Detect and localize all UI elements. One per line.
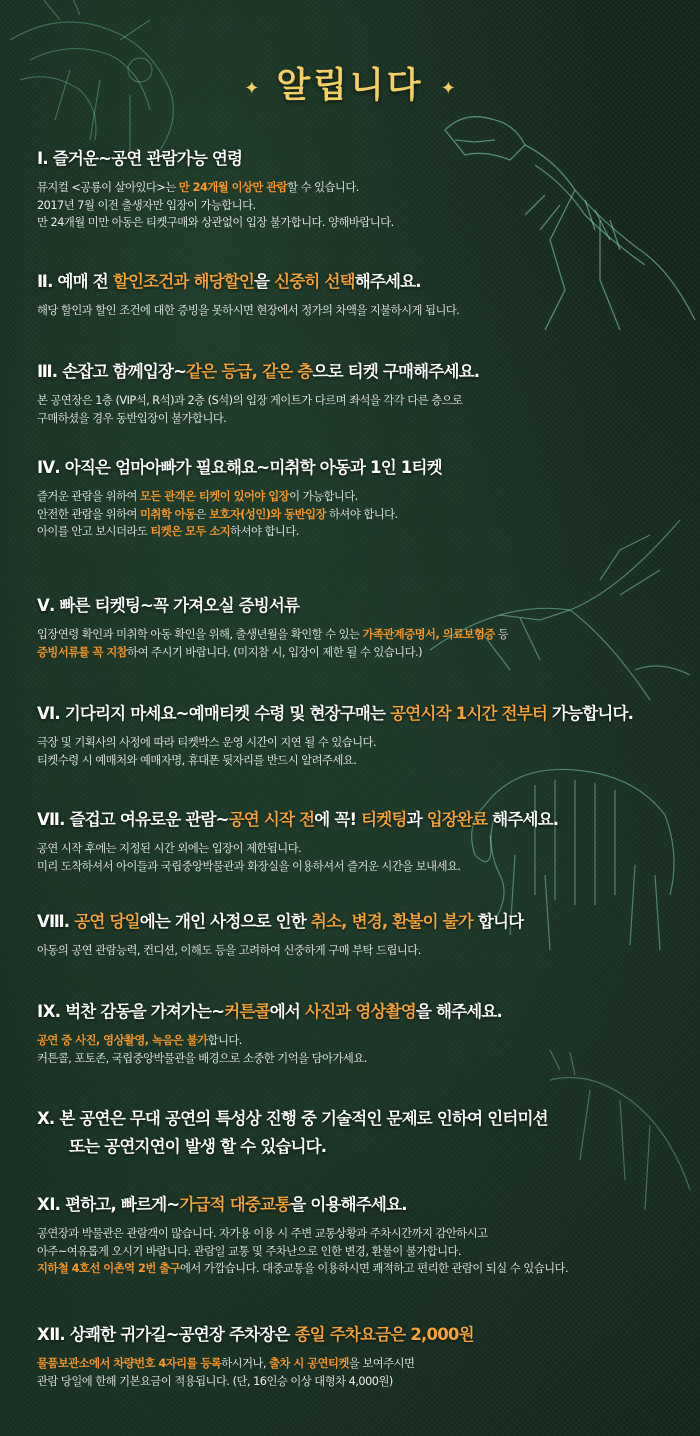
section-body xyxy=(37,942,677,960)
text: 에서 xyxy=(269,1002,305,1021)
text: 합니다. xyxy=(207,1034,242,1047)
text: 관람 당일에 한해 기본요금이 적용됩니다. (단, 16인승 이상 대형차 4,000원) xyxy=(37,1374,393,1388)
highlight-text: 보호자(성인)와 동반입장 xyxy=(209,507,326,521)
text: 하시거나, xyxy=(221,1357,270,1370)
text: 하여 주시기 바랍니다. (미지참 시, 입장이 제한 될 수 있습니다.) xyxy=(127,645,422,659)
section-body xyxy=(37,840,677,875)
left-star-icon: ✦ xyxy=(244,78,260,99)
section-title xyxy=(37,270,677,294)
text: 등 xyxy=(494,628,509,641)
highlight-text: 공연 중 사진, 영상촬영, 녹음은 불가 xyxy=(37,1034,208,1047)
highlight-text: 할인조건과 해당할인 xyxy=(112,272,255,291)
body-line xyxy=(37,523,677,541)
section-title xyxy=(37,456,677,480)
section-number: Ⅶ. xyxy=(37,810,65,829)
notice-section xyxy=(37,270,677,320)
body-line xyxy=(37,1032,677,1050)
section-body xyxy=(37,392,677,427)
text: 에서 가깝습니다. 대중교통을 이용하시면 쾌적하고 편리한 관람이 되실 수 있습니다. xyxy=(180,1262,569,1275)
text: 예매 전 xyxy=(52,272,113,291)
body-line xyxy=(37,942,677,960)
section-body xyxy=(37,734,677,769)
highlight-text: 공연 당일 xyxy=(74,912,140,931)
text: 만 24개월 미만 아동은 티켓구매와 상관없이 입장 불가합니다. 양해바랍니다. xyxy=(37,216,394,229)
text: 즐거운~공연 관람가능 연령 xyxy=(47,149,243,168)
text: 이 가능합니다. xyxy=(289,490,358,503)
text: 미리 도착하셔서 아이들과 국립중앙박물관과 화장실을 이용하셔서 즐거운 시간을 보내세요. xyxy=(37,859,461,873)
text: 합니다 xyxy=(472,912,524,931)
section-title xyxy=(37,808,677,832)
body-line xyxy=(37,752,677,770)
body-line xyxy=(37,644,677,662)
text: 해당 할인과 할인 조건에 대한 증빙을 못하시면 현장에서 정가의 차액을 지불하시게 됩니다. xyxy=(37,304,460,317)
body-line xyxy=(37,214,677,232)
text: 아주~여유롭게 오시기 바랍니다. 관람일 교통 및 주차난으로 인한 변경, 환불이 불가합니다. xyxy=(37,1244,462,1258)
notice-section xyxy=(37,147,677,232)
highlight-text: 지하철 4호선 이촌역 2번 출구 xyxy=(37,1262,180,1275)
text: 커튼콜, 포토존, 국립중앙박물관을 배경으로 소중한 기억을 담아가세요. xyxy=(37,1051,367,1065)
highlight-text: 사진과 영상촬영 xyxy=(304,1002,416,1021)
text: 극장 및 기획사의 사정에 따라 티켓박스 운영 시간이 지연 될 수 있습니다. xyxy=(37,736,377,749)
section-number: Ⅳ. xyxy=(37,458,60,477)
text: 에 꼭! xyxy=(314,810,362,829)
text: 은 xyxy=(195,507,210,521)
section-number: Ⅸ. xyxy=(37,1002,61,1021)
text: 즐겁고 여유로운 관람~ xyxy=(64,810,229,829)
body-line xyxy=(37,488,677,506)
body-line xyxy=(37,1260,677,1278)
section-title xyxy=(37,1323,677,1347)
text: 2017년 7월 이전 출생자만 입장이 가능합니다. xyxy=(37,198,256,212)
text: 공연장과 박물관은 관람객이 많습니다. 자가용 이용 시 주변 교통상황과 주차시간까지 감안하시고 xyxy=(37,1227,488,1240)
section-number: Ⅵ. xyxy=(37,704,60,723)
section-title xyxy=(37,147,677,171)
text: 상쾌한 귀가길~공연장 주차장은 xyxy=(64,1325,295,1344)
body-line xyxy=(37,840,677,858)
notice-section xyxy=(37,702,677,769)
section-number: Ⅱ. xyxy=(37,272,53,291)
text: 해주세요. xyxy=(487,810,559,829)
section-body xyxy=(37,1032,677,1067)
highlight-text: 입장완료 xyxy=(426,810,488,829)
text: 입장연령 확인과 미취학 아동 확인을 위해, 출생년월을 확인할 수 있는 xyxy=(37,628,363,641)
right-star-icon: ✦ xyxy=(440,78,456,99)
notice-section xyxy=(37,1000,677,1067)
notice-section xyxy=(37,808,677,875)
section-number: Ⅻ. xyxy=(37,1325,65,1344)
text: 아동의 공연 관람능력, 컨디션, 이해도 등을 고려하여 신중하게 구매 부탁 드립니다. xyxy=(37,944,421,957)
body-line xyxy=(37,858,677,876)
text: 뮤지컬 <공룡이 살아있다>는 xyxy=(37,181,179,194)
notice-section xyxy=(37,456,677,541)
notice-section xyxy=(37,910,677,960)
body-line xyxy=(37,179,677,197)
text: 공연 시작 후에는 지정된 시간 외에는 입장이 제한됩니다. xyxy=(37,842,302,855)
text: 에는 개인 사정으로 인한 xyxy=(139,912,311,931)
section-title xyxy=(37,910,677,934)
highlight-text: 가급적 대중교통 xyxy=(179,1195,291,1214)
highlight-text: 가족관계증명서, 의료보험증 xyxy=(362,628,495,641)
text: 과 xyxy=(406,810,427,829)
text: 본 공연장은 1층 (VIP석, R석)과 2층 (S석)의 입장 게이트가 다르며 좌석을 각각 다른 층으로 xyxy=(37,394,463,407)
notice-section xyxy=(37,1323,677,1390)
section-body xyxy=(37,1355,677,1390)
highlight-text: 커튼콜 xyxy=(224,1002,270,1021)
text: 기다리지 마세요~예매티켓 수령 및 현장구매는 xyxy=(59,704,391,723)
highlight-text: 공연 시작 전 xyxy=(228,810,315,829)
notice-section xyxy=(37,1193,677,1278)
text: 하셔야 합니다. xyxy=(325,507,398,521)
highlight-text: 신중히 선택 xyxy=(274,272,355,291)
highlight-text: 모든 관객은 티켓이 있어야 입장 xyxy=(140,490,290,503)
text: 티켓수령 시 예매처와 예매자명, 휴대폰 뒷자리를 반드시 알려주세요. xyxy=(37,753,357,767)
body-line xyxy=(37,302,677,320)
section-title xyxy=(37,1000,677,1024)
section-title-line-2 xyxy=(37,1133,677,1161)
text: 아이를 안고 보시더라도 xyxy=(37,525,151,538)
section-number: Ⅺ. xyxy=(37,1195,61,1214)
highlight-text: 증빙서류를 꼭 지참 xyxy=(37,645,128,659)
body-line xyxy=(37,1243,677,1261)
highlight-text: 미취학 아동 xyxy=(140,507,196,521)
section-body xyxy=(37,302,677,320)
section-number: Ⅷ. xyxy=(37,912,70,931)
text: 아직은 엄마아빠가 필요해요~미취학 아동과 1인 1티켓 xyxy=(59,458,442,477)
text: 손잡고 함께입장~ xyxy=(57,362,187,381)
header xyxy=(0,58,700,108)
text: 을 보여주시면 xyxy=(348,1357,415,1370)
body-line xyxy=(37,1373,677,1391)
section-title xyxy=(37,1193,677,1217)
text: 해주세요. xyxy=(354,272,421,291)
body-line xyxy=(37,1050,677,1068)
body-line xyxy=(37,506,677,524)
body-line xyxy=(37,410,677,428)
text: 구매하셨을 경우 동반입장이 불가합니다. xyxy=(37,411,227,425)
text: 편하고, 빠르게~ xyxy=(60,1195,180,1214)
text: 을 이용해주세요. xyxy=(290,1195,407,1214)
section-body xyxy=(37,179,677,232)
section-title xyxy=(37,702,677,726)
section-title xyxy=(37,594,677,618)
text: 본 공연은 무대 공연의 특성상 진행 중 기술적인 문제로 인하여 인터미션 xyxy=(54,1109,548,1128)
highlight-text: 출차 시 공연티켓 xyxy=(269,1357,349,1370)
notice-section xyxy=(37,594,677,661)
text: 을 해주세요. xyxy=(415,1002,502,1021)
text: 안전한 관람을 위하여 xyxy=(37,507,140,521)
text: 즐거운 관람을 위하여 xyxy=(37,490,140,503)
section-number: Ⅴ. xyxy=(37,596,55,615)
highlight-text: 종일 주차요금은 2,000원 xyxy=(294,1325,474,1344)
section-number: Ⅰ. xyxy=(37,149,48,168)
section-body xyxy=(37,626,677,661)
highlight-text: 티켓팅 xyxy=(361,810,407,829)
text: 가능합니다. xyxy=(546,704,634,723)
section-number: Ⅲ. xyxy=(37,362,58,381)
section-number: Ⅹ. xyxy=(37,1109,55,1128)
text: 하셔야 합니다. xyxy=(230,525,299,538)
text: 을 xyxy=(254,272,275,291)
highlight-text: 티켓은 모두 소지 xyxy=(150,525,231,538)
highlight-text: 같은 등급, 같은 층 xyxy=(186,362,313,381)
notice-section xyxy=(37,360,677,427)
section-title xyxy=(37,360,677,384)
highlight-text: 공연시작 1시간 전부터 xyxy=(390,704,547,723)
section-title xyxy=(37,1105,677,1133)
body-line xyxy=(37,1355,677,1373)
highlight-text: 물품보관소에서 차량번호 4자리를 등록 xyxy=(37,1357,222,1370)
text: 할 수 있습니다. xyxy=(287,181,359,194)
body-line xyxy=(37,734,677,752)
section-body xyxy=(37,488,677,541)
notice-section xyxy=(37,1105,677,1161)
text: 으로 티켓 구매해주세요. xyxy=(312,362,480,381)
body-line xyxy=(37,197,677,215)
text: 또는 공연지연이 발생 할 수 있습니다. xyxy=(69,1137,327,1156)
highlight-text: 만 24개월 이상만 관람 xyxy=(178,181,288,194)
body-line xyxy=(37,626,677,644)
page-title: 알립니다 xyxy=(276,66,424,106)
body-line xyxy=(37,1225,677,1243)
text: 빠른 티켓팅~꼭 가져오실 증빙서류 xyxy=(54,596,300,615)
text: 벅찬 감동을 가져가는~ xyxy=(60,1002,225,1021)
body-line xyxy=(37,392,677,410)
section-body xyxy=(37,1225,677,1278)
highlight-text: 취소, 변경, 환불이 불가 xyxy=(310,912,473,931)
